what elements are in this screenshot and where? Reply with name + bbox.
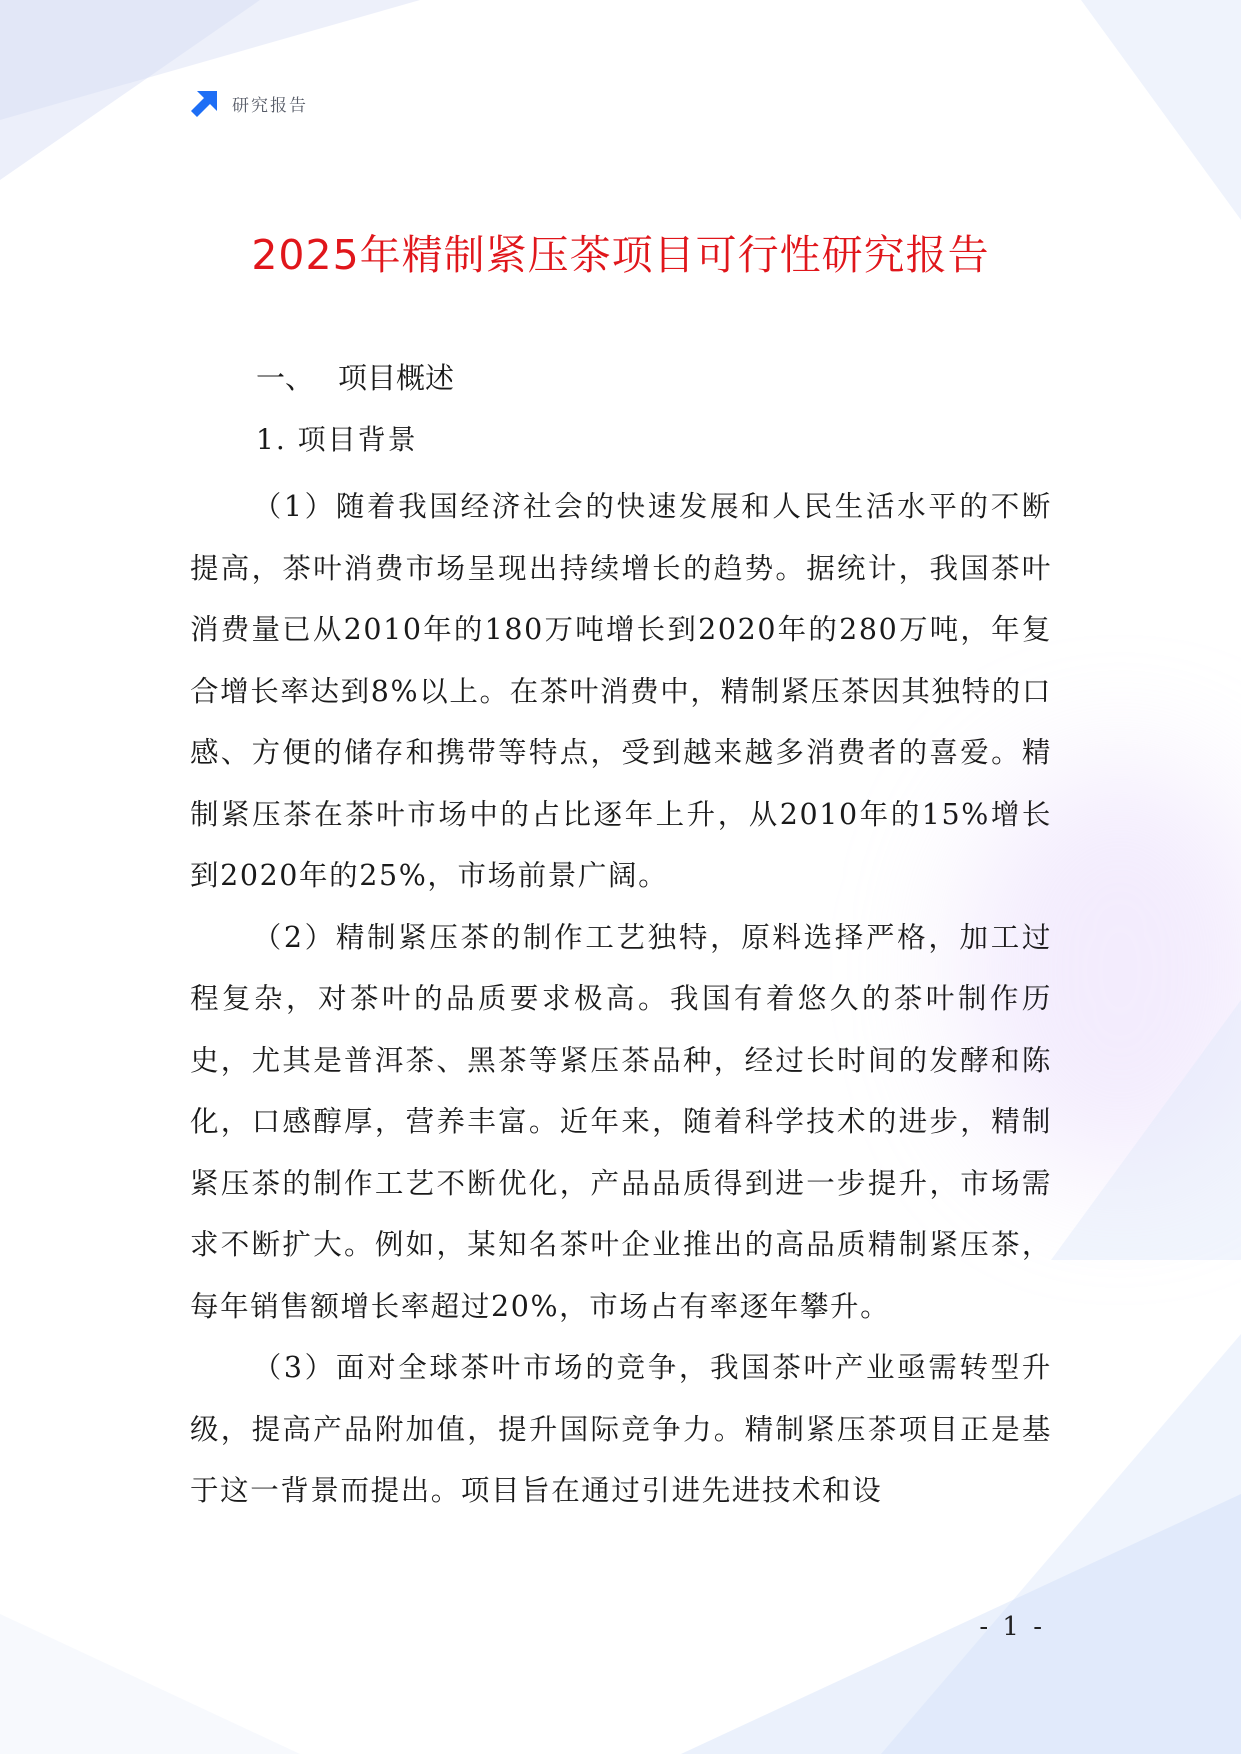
report-header — [190, 88, 308, 118]
section-number: 一、 — [256, 361, 315, 395]
header-label: 研究报告 — [232, 95, 308, 116]
page-number: - 1 - — [979, 1612, 1045, 1642]
paragraph: （3）面对全球茶叶市场的竞争，我国茶叶产业亟需转型升级，提高产品附加值，提升国际竞争力。精制紧压茶项目正是基于这一背景而提出。项目旨在通过引进先进技术和设 — [190, 1351, 1052, 1507]
paragraph: （2）精制紧压茶的制作工艺独特，原料选择严格，加工过程复杂，对茶叶的品质要求极高。我国有着悠久的茶叶制作历史，尤其是普洱茶、黑茶等紧压茶品种，经过长时间的发酵和陈化，口感醇厚，营养丰富。近年来，随着科学技术的进步，精制紧压茶的制作工艺不断优化，产品品质得到进一步提升，市场需求不断扩大。例如，某知名茶叶企业推出的高品质精制紧压茶，每年销售额增长率超过20%，市场占有率逐年攀升。 — [190, 920, 1052, 1323]
document-title: 2025年精制紧压茶项目可行性研究报告 — [251, 231, 990, 279]
document-body — [190, 356, 1052, 1522]
background-shape — [0, 1614, 300, 1754]
background-shape — [1051, 1000, 1241, 1260]
arrow-up-right-icon — [190, 88, 220, 118]
background-shape — [681, 1494, 1241, 1754]
section-title: 项目概述 — [338, 361, 455, 395]
paragraph: （1）随着我国经济社会的快速发展和人民生活水平的不断提高，茶叶消费市场呈现出持续增长的趋势。据统计，我国茶叶消费量已从2010年的180万吨增长到2020年的280万吨，年复合增长率达到8%以上。在茶叶消费中，精制紧压茶因其独特的口感、方便的储存和携带等特点，受到越来越多消费者的喜爱。精制紧压茶在茶叶市场中的占比逐年上升，从2010年的15%增长到2020年的25%，市场前景广阔。 — [190, 490, 1052, 892]
background-shape — [1081, 0, 1241, 220]
section-heading — [190, 356, 1052, 400]
subsection-heading: 1. 项目背景 — [256, 423, 418, 456]
